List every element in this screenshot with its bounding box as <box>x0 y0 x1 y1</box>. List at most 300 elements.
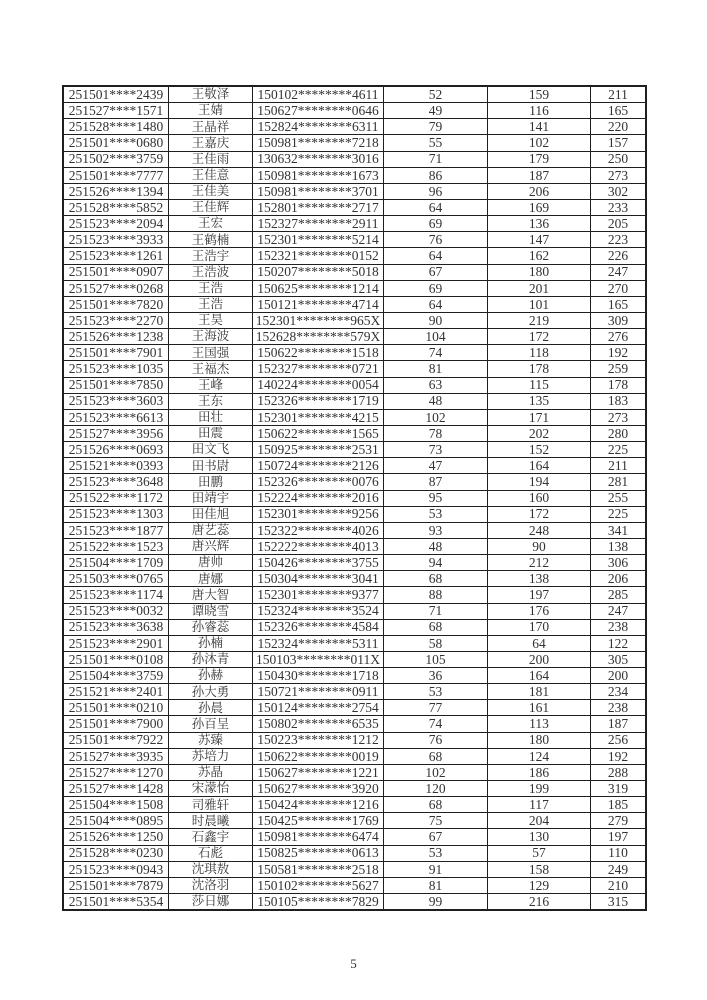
score-1-cell: 36 <box>384 668 488 683</box>
name-cell: 王浩宇 <box>169 248 253 263</box>
candidate-id-cell: 251523****2094 <box>64 216 169 231</box>
total-score-cell: 249 <box>607 861 629 877</box>
table-row <box>64 733 645 749</box>
total-score-cell: 238 <box>607 700 629 716</box>
candidate-id-cell: 251503****0765 <box>64 571 169 586</box>
id-card-cell: 150105********7829 <box>253 894 384 909</box>
name-cell: 司雅轩 <box>169 797 253 812</box>
candidate-id-cell: 251523****3603 <box>64 394 169 409</box>
score-1-cell: 64 <box>384 200 488 215</box>
id-card-cell: 150102********4611 <box>253 87 384 102</box>
table-row <box>64 378 645 394</box>
total-score-cell: 187 <box>607 716 629 732</box>
id-card-cell: 150223********1212 <box>253 733 384 748</box>
id-card-cell: 150825********0613 <box>253 846 384 861</box>
table-row <box>64 329 645 345</box>
score-2-cell: 138 <box>488 571 591 586</box>
table-row <box>64 458 645 474</box>
score-2-cell: 57 <box>488 846 591 861</box>
score-2-cell: 200 <box>488 652 591 667</box>
id-card-cell: 152327********0721 <box>253 361 384 376</box>
name-cell: 王浩 <box>169 281 253 296</box>
score-1-cell: 71 <box>384 152 488 167</box>
score-2-cell: 130 <box>488 829 591 844</box>
candidate-id-cell: 251523****3648 <box>64 474 169 489</box>
id-card-cell: 152326********0076 <box>253 474 384 489</box>
candidate-id-cell: 251526****1250 <box>64 829 169 844</box>
candidate-id-cell: 251521****0393 <box>64 458 169 473</box>
total-score-cell: 341 <box>607 522 629 538</box>
name-cell: 田壮 <box>169 410 253 425</box>
score-2-cell: 162 <box>488 248 591 263</box>
table-row <box>64 781 645 797</box>
candidate-id-cell: 251501****0907 <box>64 265 169 280</box>
total-score-cell: 285 <box>607 587 629 603</box>
score-1-cell: 69 <box>384 216 488 231</box>
total-score-cell: 309 <box>607 312 629 328</box>
score-2-cell: 164 <box>488 668 591 683</box>
id-card-cell: 150430********1718 <box>253 668 384 683</box>
score-1-cell: 105 <box>384 652 488 667</box>
candidate-id-cell: 251504****1709 <box>64 555 169 570</box>
table-row <box>64 620 645 636</box>
score-1-cell: 95 <box>384 491 488 506</box>
name-cell: 宋濛怡 <box>169 781 253 796</box>
table-row <box>64 668 645 684</box>
id-card-cell: 150981********3701 <box>253 184 384 199</box>
score-2-cell: 170 <box>488 620 591 635</box>
total-score-cell: 288 <box>607 764 629 780</box>
id-card-cell: 150627********1221 <box>253 765 384 780</box>
id-card-cell: 152824********6311 <box>253 119 384 134</box>
name-cell: 王国强 <box>169 345 253 360</box>
score-1-cell: 49 <box>384 103 488 118</box>
name-cell: 王东 <box>169 394 253 409</box>
total-score-cell: 210 <box>607 877 629 893</box>
candidate-id-cell: 251501****0108 <box>64 652 169 667</box>
score-1-cell: 52 <box>384 87 488 102</box>
candidate-id-cell: 251527****3956 <box>64 426 169 441</box>
name-cell: 苏晶 <box>169 765 253 780</box>
table-row <box>64 345 645 361</box>
candidate-id-cell: 251523****1035 <box>64 361 169 376</box>
name-cell: 田书尉 <box>169 458 253 473</box>
score-1-cell: 78 <box>384 426 488 441</box>
total-score-cell: 279 <box>607 813 629 829</box>
score-1-cell: 102 <box>384 410 488 425</box>
name-cell: 王佳美 <box>169 184 253 199</box>
table-row <box>64 507 645 523</box>
score-2-cell: 179 <box>488 152 591 167</box>
id-card-cell: 152321********0152 <box>253 248 384 263</box>
score-2-cell: 116 <box>488 103 591 118</box>
name-cell: 唐娜 <box>169 571 253 586</box>
candidate-id-cell: 251502****3759 <box>64 152 169 167</box>
table-row <box>64 523 645 539</box>
total-score-cell: 220 <box>607 119 629 135</box>
table-row <box>64 587 645 603</box>
score-2-cell: 216 <box>488 894 591 909</box>
id-card-cell: 150622********1565 <box>253 426 384 441</box>
score-1-cell: 75 <box>384 813 488 828</box>
score-1-cell: 53 <box>384 507 488 522</box>
name-cell: 唐帅 <box>169 555 253 570</box>
name-cell: 王敬泽 <box>169 87 253 102</box>
table-row <box>64 248 645 264</box>
name-cell: 孙睿蕊 <box>169 620 253 635</box>
score-2-cell: 204 <box>488 813 591 828</box>
table-row <box>64 232 645 248</box>
table-row <box>64 652 645 668</box>
score-1-cell: 76 <box>384 232 488 247</box>
table-row <box>64 862 645 878</box>
total-score-cell: 259 <box>607 361 629 377</box>
name-cell: 田鹏 <box>169 474 253 489</box>
id-card-cell: 150981********1673 <box>253 168 384 183</box>
score-2-cell: 186 <box>488 765 591 780</box>
id-card-cell: 152628********579X <box>253 329 384 344</box>
candidate-id-cell: 251523****0032 <box>64 604 169 619</box>
score-1-cell: 55 <box>384 135 488 150</box>
candidate-id-cell: 251527****3935 <box>64 749 169 764</box>
id-card-cell: 150304********3041 <box>253 571 384 586</box>
candidate-id-cell: 251504****0895 <box>64 813 169 828</box>
id-card-cell: 150724********2126 <box>253 458 384 473</box>
total-score-cell: 319 <box>607 781 629 796</box>
score-1-cell: 74 <box>384 716 488 731</box>
table-row <box>64 394 645 410</box>
score-2-cell: 159 <box>488 87 591 102</box>
table-row <box>64 265 645 281</box>
total-score-cell: 206 <box>607 571 629 587</box>
name-cell: 王晶祥 <box>169 119 253 134</box>
score-1-cell: 68 <box>384 749 488 764</box>
table-row <box>64 636 645 652</box>
candidate-id-cell: 251527****1428 <box>64 781 169 796</box>
name-cell: 苏培力 <box>169 749 253 764</box>
score-2-cell: 201 <box>488 281 591 296</box>
candidate-id-cell: 251527****0268 <box>64 281 169 296</box>
score-2-cell: 178 <box>488 361 591 376</box>
score-2-cell: 171 <box>488 410 591 425</box>
name-cell: 王浩 <box>169 297 253 312</box>
candidate-id-cell: 251523****1174 <box>64 587 169 602</box>
candidate-id-cell: 251528****0230 <box>64 846 169 861</box>
score-1-cell: 73 <box>384 442 488 457</box>
table-row <box>64 361 645 377</box>
score-1-cell: 102 <box>384 765 488 780</box>
score-1-cell: 67 <box>384 265 488 280</box>
candidate-id-cell: 251521****2401 <box>64 684 169 699</box>
total-score-cell: 185 <box>607 797 629 812</box>
candidate-id-cell: 251501****0680 <box>64 135 169 150</box>
table-row <box>64 168 645 184</box>
score-1-cell: 47 <box>384 458 488 473</box>
total-score-cell: 225 <box>607 506 629 522</box>
total-score-cell: 305 <box>607 651 629 667</box>
candidate-id-cell: 251501****5354 <box>64 894 169 909</box>
table-row <box>64 604 645 620</box>
id-card-cell: 150627********0646 <box>253 103 384 118</box>
name-cell: 田文飞 <box>169 442 253 457</box>
name-cell: 王婧 <box>169 103 253 118</box>
score-1-cell: 86 <box>384 168 488 183</box>
name-cell: 孙沐青 <box>169 652 253 667</box>
name-cell: 沈洛羽 <box>169 878 253 893</box>
id-card-cell: 152322********4026 <box>253 523 384 538</box>
table-row <box>64 894 645 909</box>
candidate-id-cell: 251523****2270 <box>64 313 169 328</box>
score-2-cell: 152 <box>488 442 591 457</box>
name-cell: 时晨曦 <box>169 813 253 828</box>
candidate-id-cell: 251501****7879 <box>64 878 169 893</box>
id-card-cell: 150981********7218 <box>253 135 384 150</box>
table-row <box>64 765 645 781</box>
name-cell: 唐大智 <box>169 587 253 602</box>
score-1-cell: 68 <box>384 620 488 635</box>
name-cell: 王宏 <box>169 216 253 231</box>
score-1-cell: 67 <box>384 829 488 844</box>
score-1-cell: 87 <box>384 474 488 489</box>
name-cell: 石彪 <box>169 846 253 861</box>
id-card-cell: 150581********2518 <box>253 862 384 877</box>
id-card-cell: 152301********965X <box>253 313 384 328</box>
total-score-cell: 273 <box>607 167 629 183</box>
score-2-cell: 164 <box>488 458 591 473</box>
score-1-cell: 48 <box>384 394 488 409</box>
score-2-cell: 219 <box>488 313 591 328</box>
candidate-id-cell: 251523****3933 <box>64 232 169 247</box>
score-1-cell: 68 <box>384 571 488 586</box>
id-card-cell: 152326********4584 <box>253 620 384 635</box>
candidate-id-cell: 251501****7900 <box>64 716 169 731</box>
name-cell: 孙楠 <box>169 636 253 651</box>
score-1-cell: 63 <box>384 378 488 393</box>
score-2-cell: 160 <box>488 491 591 506</box>
table-row <box>64 119 645 135</box>
candidate-id-cell: 251522****1172 <box>64 491 169 506</box>
total-score-cell: 302 <box>607 183 629 199</box>
total-score-cell: 138 <box>607 538 629 554</box>
candidate-id-cell: 251501****7777 <box>64 168 169 183</box>
id-card-cell: 150124********2754 <box>253 700 384 715</box>
id-card-cell: 150121********4714 <box>253 297 384 312</box>
score-1-cell: 81 <box>384 361 488 376</box>
total-score-cell: 223 <box>607 232 629 248</box>
name-cell: 孙赫 <box>169 668 253 683</box>
name-cell: 石鑫宇 <box>169 829 253 844</box>
candidate-id-cell: 251522****1523 <box>64 539 169 554</box>
score-1-cell: 53 <box>384 684 488 699</box>
total-score-cell: 247 <box>607 603 629 619</box>
total-score-cell: 157 <box>607 135 629 151</box>
total-score-cell: 165 <box>607 103 629 118</box>
score-2-cell: 248 <box>488 523 591 538</box>
score-2-cell: 172 <box>488 329 591 344</box>
total-score-cell: 281 <box>607 474 629 490</box>
id-card-cell: 130632********3016 <box>253 152 384 167</box>
score-1-cell: 69 <box>384 281 488 296</box>
table-row <box>64 829 645 845</box>
name-cell: 王佳意 <box>169 168 253 183</box>
table-row <box>64 813 645 829</box>
total-score-cell: 306 <box>607 555 629 570</box>
name-cell: 莎日娜 <box>169 894 253 909</box>
total-score-cell: 226 <box>607 248 629 264</box>
table-row <box>64 442 645 458</box>
candidate-id-cell: 251528****1480 <box>64 119 169 134</box>
name-cell: 沈琪敖 <box>169 862 253 877</box>
score-2-cell: 181 <box>488 684 591 699</box>
name-cell: 王峰 <box>169 378 253 393</box>
name-cell: 王嘉庆 <box>169 135 253 150</box>
score-2-cell: 176 <box>488 604 591 619</box>
name-cell: 唐兴辉 <box>169 539 253 554</box>
table-row <box>64 539 645 555</box>
total-score-cell: 110 <box>608 845 628 861</box>
candidate-id-cell: 251527****1571 <box>64 103 169 118</box>
score-2-cell: 180 <box>488 265 591 280</box>
candidate-id-cell: 251501****2439 <box>64 87 169 102</box>
name-cell: 苏臻 <box>169 733 253 748</box>
name-cell: 田佳旭 <box>169 507 253 522</box>
table-row <box>64 749 645 765</box>
score-2-cell: 113 <box>488 716 591 731</box>
score-1-cell: 104 <box>384 329 488 344</box>
id-card-cell: 152301********9377 <box>253 587 384 602</box>
table-row <box>64 571 645 587</box>
id-card-cell: 152324********3524 <box>253 604 384 619</box>
candidate-id-cell: 251504****3759 <box>64 668 169 683</box>
total-score-cell: 205 <box>607 216 629 231</box>
score-2-cell: 102 <box>488 135 591 150</box>
id-card-cell: 152324********5311 <box>253 636 384 651</box>
score-1-cell: 90 <box>384 313 488 328</box>
score-1-cell: 91 <box>384 862 488 877</box>
total-score-cell: 122 <box>607 635 629 651</box>
candidate-id-cell: 251504****1508 <box>64 797 169 812</box>
score-2-cell: 158 <box>488 862 591 877</box>
table-row <box>64 555 645 571</box>
id-card-cell: 152301********4215 <box>253 410 384 425</box>
name-cell: 孙大勇 <box>169 684 253 699</box>
id-card-cell: 150103********011X <box>253 652 384 667</box>
name-cell: 谭晓雪 <box>169 604 253 619</box>
table-row <box>64 281 645 297</box>
name-cell: 孙百呈 <box>169 716 253 731</box>
page-number: 5 <box>350 956 357 971</box>
score-2-cell: 136 <box>488 216 591 231</box>
candidate-id-cell: 251523****1303 <box>64 507 169 522</box>
score-1-cell: 74 <box>384 345 488 360</box>
score-2-cell: 64 <box>488 636 591 651</box>
table-row <box>64 103 645 119</box>
name-cell: 王佳雨 <box>169 152 253 167</box>
total-score-cell: 273 <box>607 409 629 425</box>
table-row <box>64 684 645 700</box>
score-1-cell: 93 <box>384 523 488 538</box>
total-score-cell: 238 <box>607 619 629 635</box>
score-2-cell: 129 <box>488 878 591 893</box>
table-row <box>64 410 645 426</box>
candidate-id-cell: 251523****1261 <box>64 248 169 263</box>
total-score-cell: 247 <box>607 264 629 280</box>
id-card-cell: 150802********6535 <box>253 716 384 731</box>
total-score-cell: 200 <box>607 668 629 683</box>
id-card-cell: 150925********2531 <box>253 442 384 457</box>
total-score-cell: 211 <box>608 87 628 102</box>
total-score-cell: 178 <box>607 377 629 393</box>
total-score-cell: 183 <box>607 393 629 409</box>
table-row <box>64 878 645 894</box>
name-cell: 王福杰 <box>169 361 253 376</box>
score-1-cell: 71 <box>384 604 488 619</box>
id-card-cell: 150625********1214 <box>253 281 384 296</box>
table-row <box>64 491 645 507</box>
score-1-cell: 77 <box>384 700 488 715</box>
total-score-cell: 280 <box>607 425 629 441</box>
score-1-cell: 120 <box>384 781 488 796</box>
total-score-cell: 315 <box>607 894 629 909</box>
total-score-cell: 270 <box>607 280 629 296</box>
score-2-cell: 141 <box>488 119 591 134</box>
score-2-cell: 169 <box>488 200 591 215</box>
score-1-cell: 53 <box>384 846 488 861</box>
id-card-cell: 150425********1769 <box>253 813 384 828</box>
name-cell: 田震 <box>169 426 253 441</box>
score-2-cell: 118 <box>488 345 591 360</box>
score-2-cell: 199 <box>488 781 591 796</box>
name-cell: 王海波 <box>169 329 253 344</box>
id-card-cell: 150627********3920 <box>253 781 384 796</box>
candidate-id-cell: 251523****2901 <box>64 636 169 651</box>
id-card-cell: 152326********1719 <box>253 394 384 409</box>
candidate-id-cell: 251523****3638 <box>64 620 169 635</box>
candidate-id-cell: 251501****7901 <box>64 345 169 360</box>
score-1-cell: 64 <box>384 248 488 263</box>
score-1-cell: 81 <box>384 878 488 893</box>
score-1-cell: 58 <box>384 636 488 651</box>
candidate-id-cell: 251526****1394 <box>64 184 169 199</box>
score-2-cell: 194 <box>488 474 591 489</box>
score-2-cell: 197 <box>488 587 591 602</box>
table-row <box>64 297 645 313</box>
score-2-cell: 115 <box>488 378 591 393</box>
table-row <box>64 846 645 862</box>
score-1-cell: 76 <box>384 733 488 748</box>
score-1-cell: 88 <box>384 587 488 602</box>
score-2-cell: 117 <box>488 797 591 812</box>
score-1-cell: 48 <box>384 539 488 554</box>
id-card-cell: 150424********1216 <box>253 797 384 812</box>
total-score-cell: 211 <box>608 458 628 474</box>
total-score-cell: 197 <box>607 829 629 845</box>
score-2-cell: 202 <box>488 426 591 441</box>
name-cell: 王昊 <box>169 313 253 328</box>
table-row <box>64 716 645 732</box>
score-1-cell: 79 <box>384 119 488 134</box>
candidate-id-cell: 251523****1877 <box>64 523 169 538</box>
table-row <box>64 152 645 168</box>
id-card-cell: 150102********5627 <box>253 878 384 893</box>
score-2-cell: 172 <box>488 507 591 522</box>
table-row <box>64 184 645 200</box>
table-row <box>64 426 645 442</box>
candidate-id-cell: 251527****1270 <box>64 765 169 780</box>
table-row <box>64 474 645 490</box>
id-card-cell: 152327********2911 <box>253 216 384 231</box>
score-1-cell: 64 <box>384 297 488 312</box>
